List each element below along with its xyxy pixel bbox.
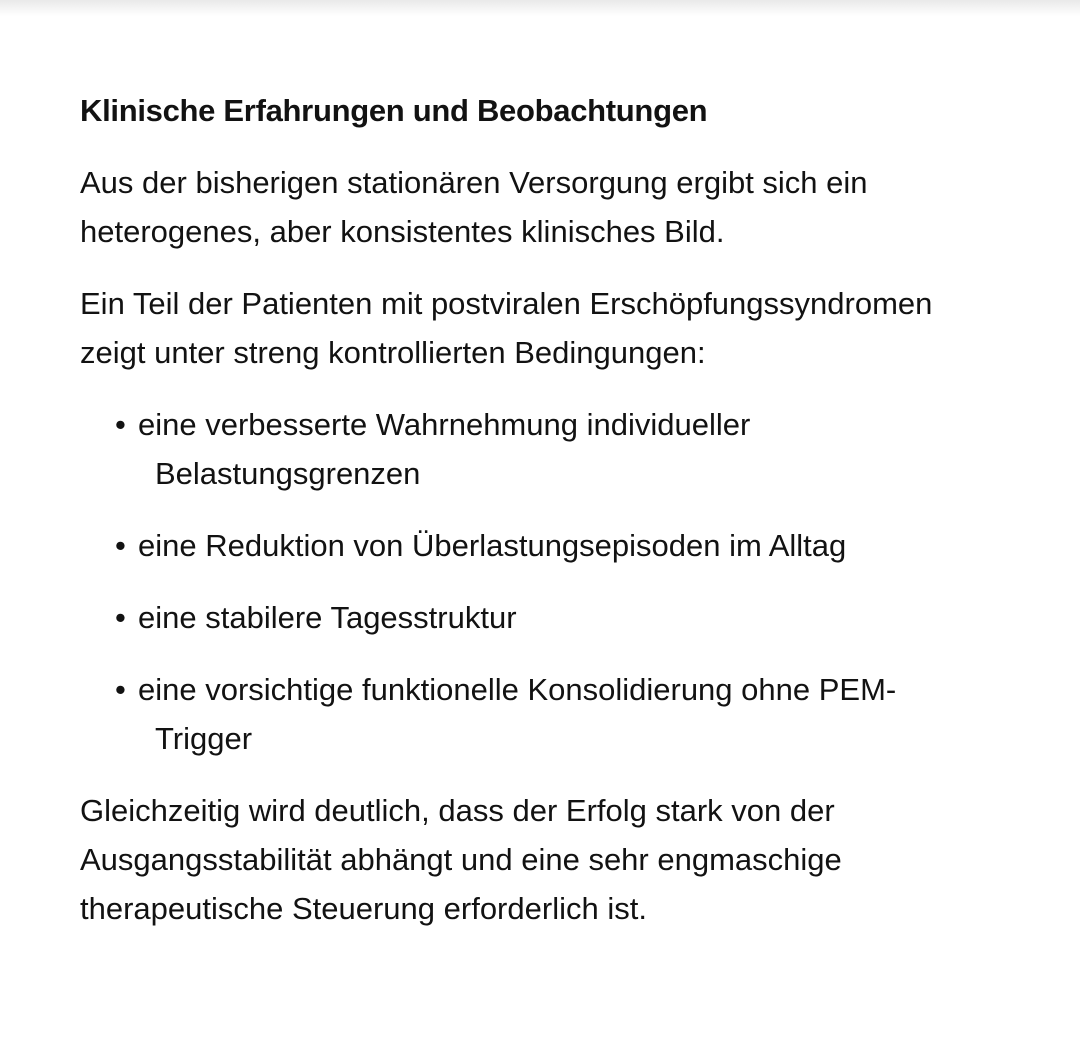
list-item-text: eine Reduktion von Überlastungsepisoden im Alltag [138, 528, 847, 563]
list-item [80, 593, 986, 642]
section-heading: Klinische Erfahrungen und Beobachtungen [80, 93, 708, 128]
bullet-icon: • [115, 600, 126, 635]
list-item [80, 665, 986, 763]
document-body [80, 86, 986, 956]
lead-in-paragraph: Ein Teil der Patienten mit postviralen Erschöpfungssyndromen zeigt unter streng kontrollierten Bedingungen: [80, 286, 933, 370]
intro-paragraph: Aus der bisherigen stationären Versorgung ergibt sich ein heterogenes, aber konsistentes klinisches Bild. [80, 165, 868, 249]
top-edge-shadow [0, 0, 1080, 16]
closing-paragraph: Gleichzeitig wird deutlich, dass der Erfolg stark von der Ausgangsstabilität abhängt und eine sehr engmaschige therapeutische Steuerung erforderlich ist. [80, 793, 842, 926]
list-item-text: eine vorsichtige funktionelle Konsolidierung ohne PEM-Trigger [138, 672, 897, 756]
list-item-text: eine verbesserte Wahrnehmung individueller Belastungsgrenzen [138, 407, 751, 491]
list-item-text: eine stabilere Tagesstruktur [138, 600, 517, 635]
list-item [80, 521, 986, 570]
list-item [80, 400, 986, 498]
bullet-icon: • [115, 528, 126, 563]
bullet-icon: • [115, 672, 126, 707]
observation-list [80, 400, 986, 763]
bullet-icon: • [115, 407, 126, 442]
